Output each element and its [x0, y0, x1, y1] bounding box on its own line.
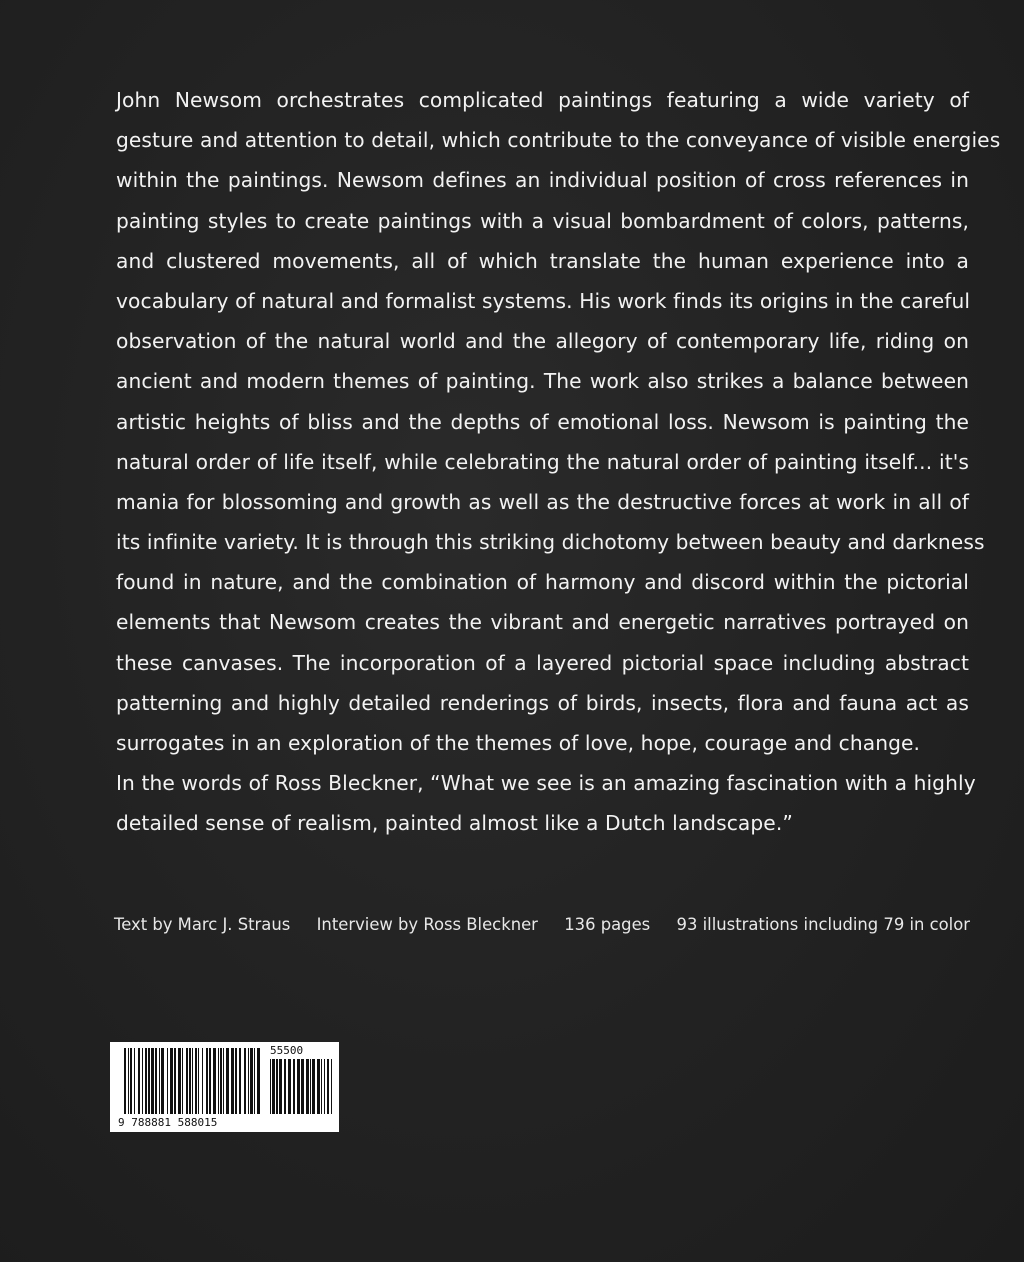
barcode-bar: [317, 1059, 320, 1114]
barcode-bar: [306, 1059, 309, 1114]
barcode-bar: [239, 1048, 241, 1114]
barcode-bar: [189, 1048, 191, 1114]
blurb-line: and clustered movements, all of which translate the human experience into a: [116, 248, 969, 273]
blurb-line: gesture and attention to detail, which contribute to the conveyance of visible energies: [116, 128, 1001, 153]
credits-row: [114, 912, 970, 938]
isbn-digits: 9 788881 588015: [118, 1116, 218, 1129]
barcode-bar: [312, 1059, 315, 1114]
barcode-bar: [159, 1048, 160, 1114]
barcode-bar: [192, 1048, 193, 1114]
barcode-bar: [186, 1048, 188, 1114]
barcode-bar: [220, 1048, 222, 1114]
barcode-bar: [231, 1048, 234, 1114]
barcode-bar: [288, 1059, 291, 1114]
barcode-bar: [248, 1048, 249, 1114]
barcode-bar: [244, 1048, 246, 1114]
barcode-bar: [206, 1048, 208, 1114]
blurb-line: within the paintings. Newsom defines an individual position of cross references in: [116, 168, 969, 193]
barcode-bar: [130, 1048, 132, 1114]
barcode-bar: [213, 1048, 216, 1114]
barcode-bar: [128, 1048, 129, 1114]
blurb-line: observation of the natural world and the allegory of contemporary life, riding on: [116, 329, 969, 354]
blurb-line: elements that Newsom creates the vibrant and energetic narratives portrayed on: [116, 610, 969, 635]
barcode-bar: [250, 1048, 253, 1114]
barcode-bar: [327, 1059, 329, 1114]
barcode-bar: [254, 1048, 255, 1114]
page-count: 136 pages: [564, 915, 651, 934]
barcode-bar: [142, 1048, 143, 1114]
barcode-bar: [198, 1048, 199, 1114]
blurb-text: [116, 80, 1001, 844]
blurb-line: patterning and highly detailed renderings of birds, insects, flora and fauna act as: [116, 690, 969, 715]
blurb-line: its infinite variety. It is through this striking dichotomy between beauty and darkness: [116, 530, 985, 555]
barcode-bar: [321, 1059, 322, 1114]
barcode-bar: [218, 1048, 219, 1114]
barcode-bar: [161, 1048, 164, 1114]
barcode-bar: [178, 1048, 181, 1114]
price-code: 55500: [270, 1044, 304, 1057]
barcode-bar: [284, 1059, 286, 1114]
barcode-bar: [155, 1048, 157, 1114]
barcode-bar: [174, 1048, 176, 1114]
isbn-barcode-label: [110, 1042, 339, 1132]
barcode-bar: [138, 1048, 140, 1114]
barcode-bar: [148, 1048, 150, 1114]
barcode-bar: [145, 1048, 147, 1114]
barcode-bar: [276, 1059, 278, 1114]
barcode-bar: [324, 1059, 325, 1114]
barcode-bar: [293, 1059, 295, 1114]
barcode-bar: [167, 1048, 168, 1114]
blurb-line: John Newsom orchestrates complicated paintings featuring a wide variety of: [116, 88, 969, 112]
blurb-line: ancient and modern themes of painting. The work also strikes a balance between: [116, 369, 969, 394]
barcode-bar: [151, 1048, 154, 1114]
ean-barcode: [124, 1048, 260, 1114]
barcode-bar: [209, 1048, 211, 1114]
barcode-bar: [272, 1059, 275, 1114]
barcode-bar: [310, 1059, 311, 1114]
text-by-credit: Text by Marc J. Straus: [114, 915, 291, 934]
barcode-bar: [223, 1048, 224, 1114]
barcode-bar: [202, 1048, 203, 1114]
barcode-bar: [235, 1048, 237, 1114]
barcode-bar: [134, 1048, 135, 1114]
barcode-bar: [195, 1048, 197, 1114]
blurb-line: natural order of life itself, while celebrating the natural order of painting itself... it's: [116, 449, 969, 474]
blurb-line: artistic heights of bliss and the depths of emotional loss. Newsom is painting the: [116, 409, 969, 434]
barcode-bar: [331, 1059, 332, 1114]
barcode-bar: [124, 1048, 126, 1114]
blurb-line: mania for blossoming and growth as well as the destructive forces at work in all of: [116, 489, 969, 514]
illustrations-count: 93 illustrations including 79 in color: [676, 915, 970, 934]
barcode-bar: [270, 1059, 271, 1114]
blurb-line: these canvases. The incorporation of a layered pictorial space including abstract: [116, 650, 969, 675]
price-addon-barcode: [270, 1059, 332, 1114]
blurb-quote-line: detailed sense of realism, painted almost like a Dutch landscape.”: [116, 811, 793, 836]
blurb-line: found in nature, and the combination of harmony and discord within the pictorial: [116, 570, 969, 595]
interview-by-credit: Interview by Ross Bleckner: [316, 915, 538, 934]
barcode-bar: [301, 1059, 304, 1114]
barcode-graphic: [110, 1042, 339, 1132]
barcode-bar: [182, 1048, 183, 1114]
blurb-line: surrogates in an exploration of the themes of love, hope, courage and change.: [116, 731, 921, 755]
barcode-bar: [279, 1059, 282, 1114]
barcode-bar: [226, 1048, 229, 1114]
barcode-bar: [257, 1048, 260, 1114]
blurb-line: painting styles to create paintings with a visual bombardment of colors, patterns,: [116, 208, 969, 233]
barcode-bar: [297, 1059, 300, 1114]
barcode-bar: [170, 1048, 173, 1114]
blurb-quote-line: In the words of Ross Bleckner, “What we see is an amazing fascination with a highly: [116, 771, 976, 796]
blurb-line: vocabulary of natural and formalist systems. His work finds its origins in the careful: [116, 288, 971, 313]
